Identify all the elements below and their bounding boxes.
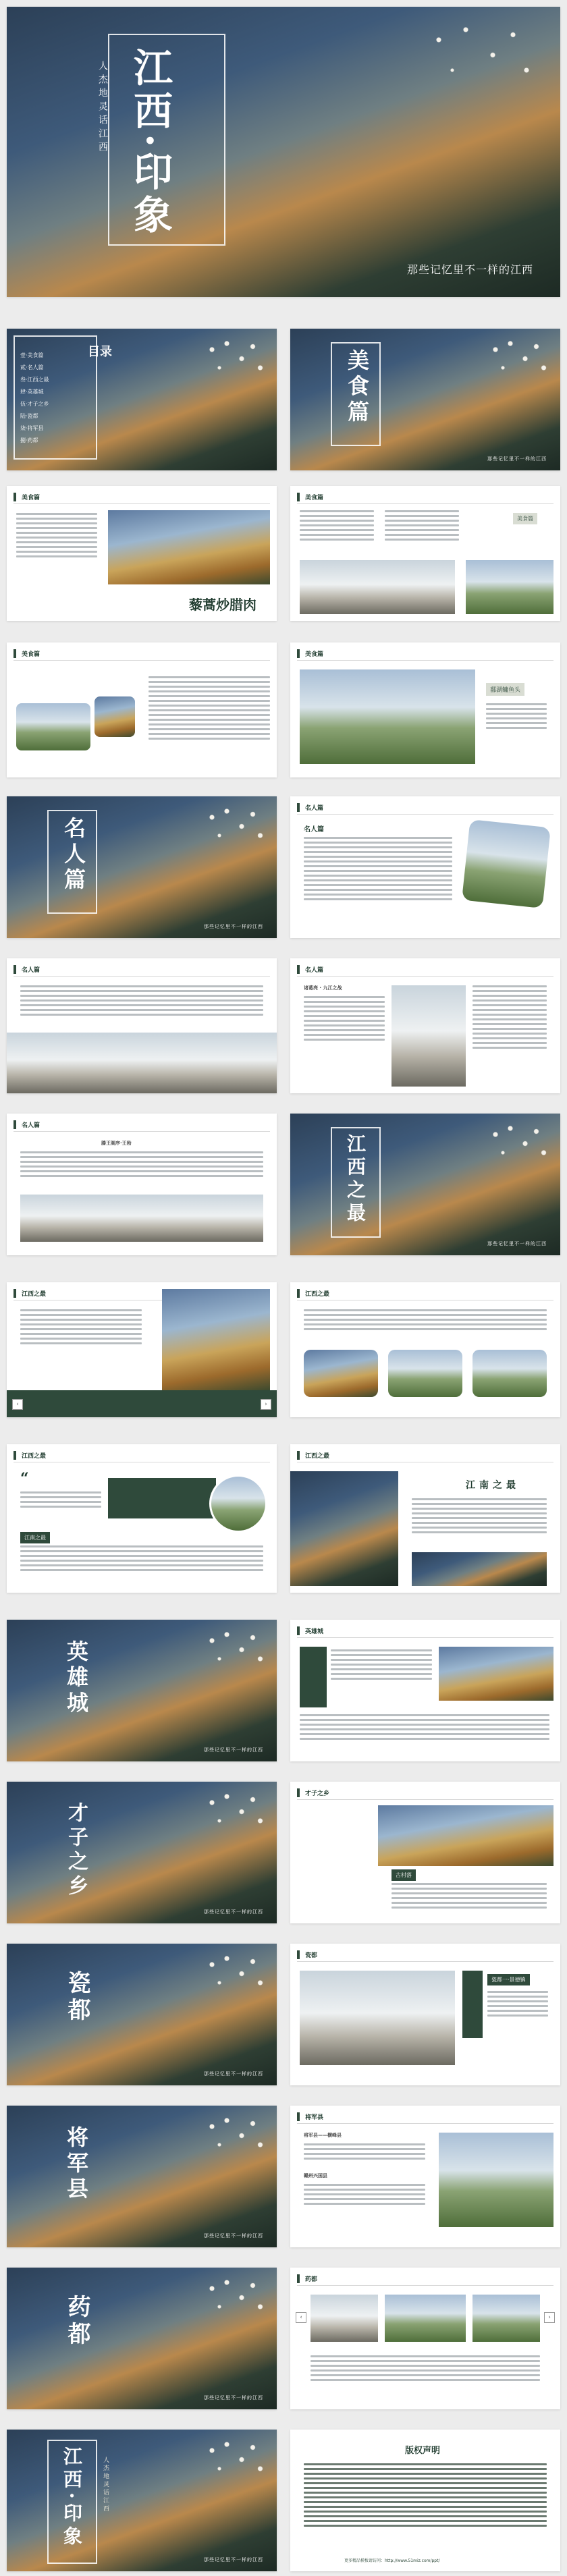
blossom-decoration (197, 799, 271, 860)
divider (297, 976, 554, 977)
section-header: 名人篇 (297, 803, 323, 812)
section-header: 才子之乡 (297, 1788, 329, 1797)
city-photo (300, 1971, 455, 2065)
section-header: 名人篇 (14, 965, 40, 974)
block-label: 江南之最 (20, 1532, 50, 1543)
copyright-footer[interactable]: 更多精品模板请访问：http://www.51miz.com/ppt/ (344, 2558, 440, 2563)
blossom-decoration (197, 2432, 271, 2493)
most-photo (290, 1471, 398, 1586)
section-header: 英雄城 (297, 1626, 323, 1635)
slide-tagline: 那些记忆里不一样的江西 (204, 2557, 263, 2563)
city4-title-slide (7, 2106, 277, 2247)
body-text (304, 2143, 425, 2162)
body-text (16, 513, 97, 560)
section-header: 将军县 (297, 2112, 323, 2121)
section-title: 瓷都 (63, 1971, 90, 2025)
people-title-slide (7, 796, 277, 938)
city4-slide (290, 2106, 560, 2247)
most-photo (209, 1475, 267, 1533)
most-slide-1 (7, 1282, 277, 1417)
toc-title: 目录 (88, 345, 112, 359)
most-photo (473, 1350, 547, 1397)
city-photo (378, 1805, 554, 1866)
slide-tagline: 那些记忆里不一样的江西 (204, 2071, 263, 2077)
sub-heading: 将军县——横峰县 (304, 2133, 342, 2138)
green-band (7, 1390, 277, 1417)
divider (297, 814, 554, 815)
blossom-decoration (412, 9, 547, 111)
food-photo (108, 510, 270, 584)
body-text (412, 1498, 547, 1536)
city-photo (439, 1647, 554, 1701)
city1-title-slide (7, 1620, 277, 1761)
slide-tagline: 那些记忆里不一样的江西 (204, 1747, 263, 1753)
body-text (20, 985, 263, 1018)
city-photo (473, 2295, 540, 2342)
city1-slide (290, 1620, 560, 1761)
slide-tagline: 那些记忆里不一样的江西 (204, 2233, 263, 2239)
section-header: 江西之最 (297, 1289, 329, 1298)
food-photo (300, 560, 455, 614)
people-slide-4 (7, 1114, 277, 1255)
cover-slide (7, 7, 560, 297)
body-text (20, 1545, 263, 1574)
dish-name: 藜蒿炒腊肉 (189, 597, 256, 613)
city-photo (310, 2295, 378, 2342)
copyright-slide (290, 2430, 560, 2571)
section-header: 瓷都 (297, 1950, 317, 1959)
most-photo (388, 1350, 462, 1397)
divider (14, 976, 270, 977)
chevron-left-icon[interactable]: ‹ (12, 1399, 23, 1410)
body-text (304, 996, 385, 1043)
section-label: 古村落 (392, 1869, 416, 1881)
green-block (300, 1647, 327, 1707)
body-text (304, 2184, 425, 2208)
body-text (331, 1649, 432, 1682)
body-text (486, 703, 547, 732)
food-slide-4 (290, 642, 560, 777)
food-photo (466, 560, 554, 614)
food-title-slide (290, 329, 560, 470)
divider (297, 1637, 554, 1638)
blossom-decoration (481, 331, 555, 392)
food-photo (16, 703, 90, 750)
chevron-right-icon[interactable]: › (261, 1399, 271, 1410)
body-text (20, 1309, 142, 1347)
people-slide-3 (290, 958, 560, 1093)
sub-heading: 赣州兴国县 (304, 2173, 327, 2178)
body-text (392, 1883, 547, 1911)
quote-title: 诸葛亮 · 九江之战 (304, 985, 342, 991)
blossom-decoration (197, 1946, 271, 2007)
people-photo (7, 1033, 277, 1093)
blossom-decoration (197, 1784, 271, 1845)
toc-item[interactable]: 陆·瓷都 (20, 413, 38, 419)
most-photo (162, 1289, 270, 1390)
most-slide-4 (290, 1444, 560, 1593)
section-header: 江西之最 (297, 1451, 329, 1460)
blossom-decoration (481, 1116, 555, 1177)
divider (297, 1799, 554, 1800)
food-slide-3 (7, 642, 277, 777)
ending-title: 江西·印象 (61, 2446, 83, 2549)
toc-item[interactable]: 贰·名人篇 (20, 364, 44, 371)
section-title: 名人篇 (61, 817, 86, 894)
people-slide-2 (7, 958, 277, 1093)
city5-slide (290, 2268, 560, 2409)
divider (14, 1131, 270, 1132)
divider (14, 660, 270, 661)
toc-item[interactable]: 叁·江西之最 (20, 377, 49, 383)
divider (297, 503, 554, 504)
people-photo (20, 1195, 263, 1242)
people-photo (392, 985, 466, 1087)
section-title: 将军县 (63, 2126, 89, 2203)
blossom-decoration (197, 2108, 271, 2169)
section-header: 美食篇 (297, 493, 323, 501)
blossom-decoration (197, 331, 271, 392)
body-text (304, 2463, 547, 2529)
food-slide-2 (290, 486, 560, 621)
body-text (300, 510, 374, 543)
divider (297, 660, 554, 661)
body-text (20, 1491, 101, 1510)
city3-title-slide (7, 1944, 277, 2085)
toc-item[interactable]: 壹·美食篇 (20, 352, 44, 358)
city-photo (439, 2133, 554, 2227)
section-title: 才子之乡 (64, 1802, 88, 1899)
body-text (385, 510, 459, 543)
toc-item[interactable]: 柒·将军县 (20, 425, 44, 431)
city3-slide (290, 1944, 560, 2085)
blossom-decoration (197, 1622, 271, 1683)
section-header: 名人篇 (297, 965, 323, 974)
chevron-left-icon[interactable]: ‹ (296, 2312, 306, 2323)
section-header: 美食篇 (14, 649, 40, 658)
cover-subtitle: 人杰地灵话江西 (97, 61, 108, 155)
copyright-title: 版权声明 (405, 2446, 441, 2456)
toc-item[interactable]: 伍·才子之乡 (20, 401, 49, 407)
city2-title-slide (7, 1782, 277, 1923)
city-photo (385, 2295, 466, 2342)
chevron-right-icon[interactable]: › (544, 2312, 555, 2323)
section-title: 英雄城 (63, 1640, 89, 1717)
divider (297, 1961, 554, 1962)
most-slide-3 (7, 1444, 277, 1593)
green-block (462, 1971, 483, 2038)
blossom-decoration (197, 2270, 271, 2331)
body-text (304, 837, 452, 903)
slide-tagline: 那些记忆里不一样的江西 (204, 1909, 263, 1915)
body-text (304, 1309, 547, 1333)
dish-label: 鄱湖鳙鱼头 (486, 683, 524, 696)
body-text (473, 985, 547, 1051)
cover-tagline: 那些记忆里不一样的江西 (406, 263, 533, 276)
toc-item[interactable]: 肆·英雄城 (20, 389, 44, 395)
divider (297, 2285, 554, 2286)
divider (297, 2123, 554, 2124)
section-label: 瓷都一·景德镇 (487, 1974, 530, 1985)
section-header: 江西之最 (14, 1451, 46, 1460)
cover-title: 江西·印象 (127, 47, 173, 238)
body-text (310, 2355, 540, 2384)
food-photo (300, 669, 475, 764)
slide-tagline: 那些记忆里不一样的江西 (487, 456, 547, 462)
section-title: 药都 (63, 2295, 90, 2349)
food-slide-1 (7, 486, 277, 621)
ending-slide (7, 2430, 277, 2571)
body-text (148, 676, 270, 742)
most-slide-2 (290, 1282, 560, 1417)
section-header: 名人篇 (14, 1120, 40, 1129)
section-title: 美食篇 (344, 349, 370, 426)
most-photo (304, 1350, 378, 1397)
slide-tagline: 那些记忆里不一样的江西 (204, 924, 263, 929)
toc-slide (7, 329, 277, 470)
section-header: 美食篇 (297, 649, 323, 658)
city5-title-slide (7, 2268, 277, 2409)
slide-tagline: 那些记忆里不一样的江西 (204, 2395, 263, 2401)
body-text (20, 1151, 263, 1180)
body-text (487, 1991, 548, 2019)
quote-mark-icon: “ (20, 1470, 29, 1487)
dish-label: 美食篇 (513, 513, 537, 524)
quote-title: 滕王阁序·王勃 (101, 1141, 132, 1146)
section-header: 美食篇 (14, 493, 40, 501)
people-photo (462, 819, 551, 908)
section-header: 药都 (297, 2274, 317, 2283)
green-block (108, 1478, 216, 1518)
most-title-slide (290, 1114, 560, 1255)
people-slide-1 (290, 796, 560, 938)
heading: 江南之最 (466, 1480, 520, 1491)
city2-slide (290, 1782, 560, 1923)
heading: 名人篇 (304, 826, 324, 833)
section-title: 江西之最 (344, 1134, 367, 1226)
body-text (300, 1714, 549, 1743)
divider (14, 503, 270, 504)
ending-subtitle: 人杰地灵话江西 (102, 2457, 109, 2513)
toc-item[interactable]: 捌·药都 (20, 437, 38, 443)
slide-tagline: 那些记忆里不一样的江西 (487, 1241, 547, 1246)
food-photo (94, 696, 135, 737)
section-header: 江西之最 (14, 1289, 46, 1298)
most-photo (412, 1552, 547, 1586)
